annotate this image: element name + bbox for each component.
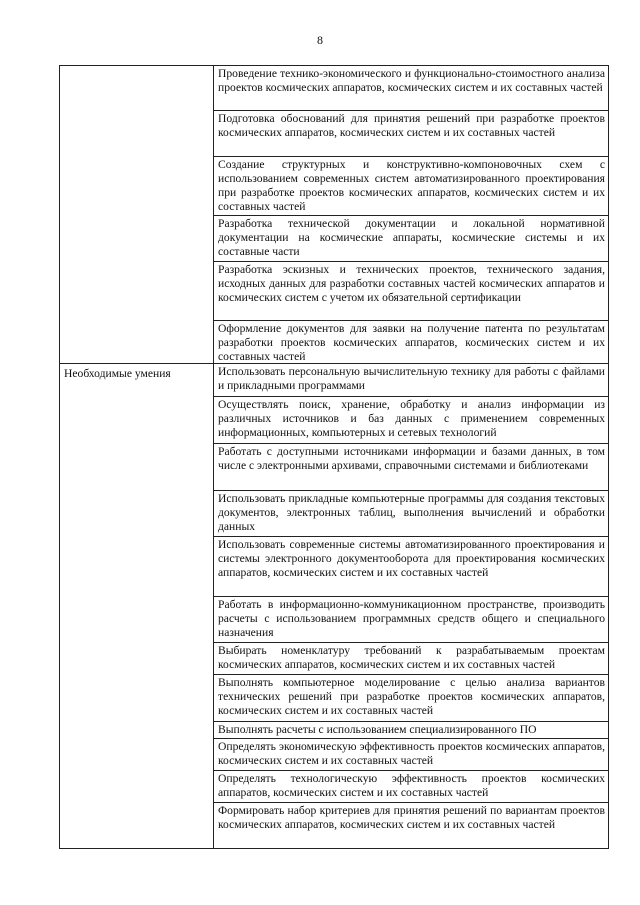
row-label: Необходимые умения	[60, 364, 214, 849]
page-number: 8	[317, 33, 323, 47]
list-item: Использовать современные системы автоматизированного проектирования и системы электронного документооборота для проектирования космических аппаратов, космических систем и их составных частей	[214, 537, 608, 597]
list-item: Работать с доступными источниками информации и базами данных, в том числе с электронными архивами, справочными системами и библиотеками	[214, 444, 608, 491]
table-row	[60, 66, 609, 364]
row-content	[214, 66, 609, 364]
list-item: Работать в информационно-коммуникационном пространстве, производить расчеты с использованием программных средств общего и специального назначения	[214, 597, 608, 643]
list-item: Использовать прикладные компьютерные программы для создания текстовых документов, электронных таблиц, выполнения вычислений и обработки данных	[214, 491, 608, 537]
list-item: Осуществлять поиск, хранение, обработку и анализ информации из различных источников и баз данных с применением современных информационных, компьютерных и сетевых технологий	[214, 397, 608, 444]
row-content	[214, 364, 609, 849]
list-item: Формировать набор критериев для принятия решений по вариантам проектов космических аппаратов, космических систем и их составных частей	[218, 804, 605, 831]
list-item: Определять технологическую эффективность проектов космических аппаратов, космических систем и их составных частей	[214, 771, 608, 803]
list-item: Выполнять расчеты с использованием специализированного ПО	[214, 722, 608, 739]
list-item: Определять экономическую эффективность проектов космических аппаратов, космических систем и их составных частей	[214, 739, 608, 771]
competency-table	[59, 65, 609, 849]
list-item: Оформление документов для заявки на получение патента по результатам разработки проектов космических аппаратов, космических систем и их составных частей	[218, 322, 605, 363]
list-item: Разработка эскизных и технических проектов, технического задания, исходных данных для разработки составных частей космических аппаратов и космических систем с учетом их обязательной сертификации	[214, 262, 608, 321]
list-item: Подготовка обоснований для принятия решений при разработке проектов космических аппаратов, космических систем и их составных частей	[214, 111, 608, 157]
list-item: Разработка технической документации и локальной нормативной документации на космические аппараты, космические системы и их составные части	[214, 216, 608, 262]
row-label	[60, 66, 214, 364]
list-item: Проведение технико-экономического и функционально-стоимостного анализа проектов космических аппаратов, космических систем и их составных частей	[214, 66, 608, 111]
list-item: Выбирать номенклатуру требований к разрабатываемым проектам космических аппаратов, космических систем и их составных частей	[214, 643, 608, 675]
table-row	[60, 364, 609, 849]
list-item: Использовать персональную вычислительную технику для работы с файлами и прикладными программами	[214, 364, 608, 397]
list-item: Выполнять компьютерное моделирование с целью анализа вариантов технических решений при разработке проектов космических аппаратов, космических систем и их составных частей	[214, 675, 608, 722]
list-item: Создание структурных и конструктивно-компоновочных схем с использованием современных систем автоматизированного проектирования при разработке проектов космических аппаратов, космических систем и их составных частей	[214, 157, 608, 216]
